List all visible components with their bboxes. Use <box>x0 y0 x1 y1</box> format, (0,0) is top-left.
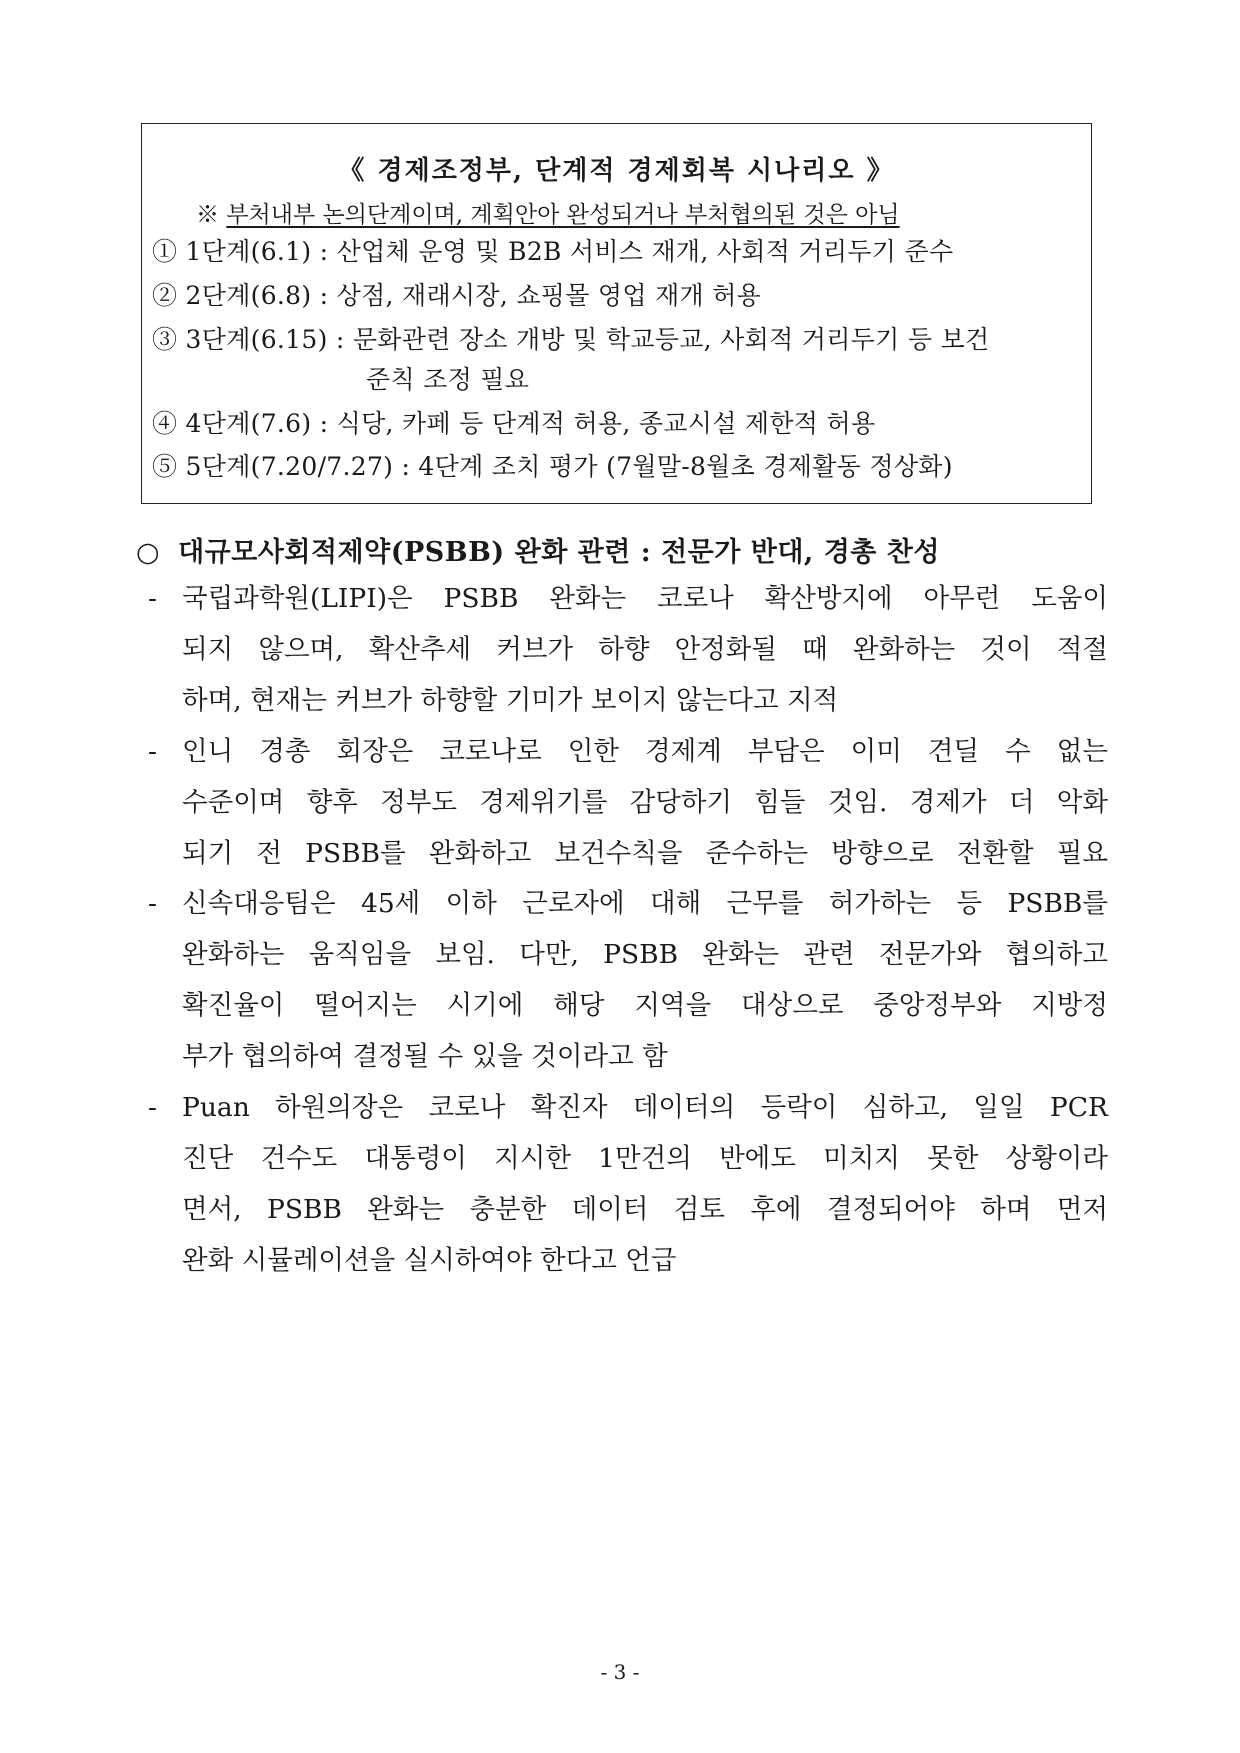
step-3: ③ 3단계(6.15) : 문화관련 장소 개방 및 학교등교, 사회적 거리두기 등 보건 <box>152 325 990 354</box>
bullet-line: 수준이며 향후 정부도 경제위기를 감당하기 힘들 것임. 경제가 더 악화 <box>182 787 1108 818</box>
bullet-item <box>148 1082 1108 1286</box>
bullet-line: 신속대응팀은 45세 이하 근로자에 대해 근무를 허가하는 등 PSBB를 <box>182 888 1108 919</box>
note-text: 부처내부 논의단계이며, 계획안아 완성되거나 부처협의된 것은 아님 <box>226 202 900 228</box>
bullet-item <box>148 573 1108 726</box>
step-2: ② 2단계(6.8) : 상점, 재래시장, 쇼핑몰 영업 재개 허용 <box>152 281 762 310</box>
bullet-line: 완화 시뮬레이션을 실시하여야 한다고 언급 <box>182 1245 677 1276</box>
bullet-line: 되지 않으며, 확산추세 커브가 하향 안정화될 때 완화하는 것이 적절 <box>182 634 1108 665</box>
bullet-line: 국립과학원(LIPI)은 PSBB 완화는 코로나 확산방지에 아무런 도움이 <box>182 583 1108 614</box>
bullet-item <box>148 726 1108 879</box>
bullet-line: 인니 경총 회장은 코로나로 인한 경제계 부담은 이미 견딜 수 없는 <box>182 736 1108 767</box>
bullet-line: 면서, PSBB 완화는 충분한 데이터 검토 후에 결정되어야 하며 먼저 <box>182 1194 1108 1225</box>
note-mark: ※ <box>196 202 227 228</box>
page-number: - 3 - <box>600 1660 640 1684</box>
section-title: 대규모사회적제약(PSBB) 완화 관련 : 전문가 반대, 경총 찬성 <box>178 537 940 568</box>
box-title: 《 경제조정부, 단계적 경제회복 시나리오 》 <box>338 156 895 186</box>
section-heading <box>136 530 940 569</box>
dash-icon: - <box>148 888 157 919</box>
dash-icon: - <box>148 1092 157 1123</box>
step-1: ① 1단계(6.1) : 산업체 운영 및 B2B 서비스 재개, 사회적 거리두기 준수 <box>152 237 954 266</box>
step-4: ④ 4단계(7.6) : 식당, 카페 등 단계적 허용, 종교시설 제한적 허용 <box>152 409 876 438</box>
step-3-continuation: 준칙 조정 필요 <box>366 365 530 394</box>
dash-icon: - <box>148 736 157 767</box>
bullet-item <box>148 878 1108 1082</box>
step-5: ⑤ 5단계(7.20/7.27) : 4단계 조치 평가 (7월말-8월초 경제활동 정상화) <box>152 452 953 481</box>
bullet-line: 확진율이 떨어지는 시기에 해당 지역을 대상으로 중앙정부와 지방정 <box>182 990 1108 1021</box>
bullet-line: 되기 전 PSBB를 완화하고 보건수칙을 준수하는 방향으로 전환할 필요 <box>182 838 1108 869</box>
bullet-line: Puan 하원의장은 코로나 확진자 데이터의 등락이 심하고, 일일 PCR <box>182 1092 1108 1123</box>
bullet-line: 진단 건수도 대통령이 지시한 1만건의 반에도 미치지 못한 상황이라 <box>182 1143 1108 1174</box>
bullet-line: 하며, 현재는 커브가 하향할 기미가 보이지 않는다고 지적 <box>182 685 839 716</box>
scenario-box <box>141 123 1092 504</box>
bullet-line: 완화하는 움직임을 보임. 다만, PSBB 완화는 관련 전문가와 협의하고 <box>182 939 1108 970</box>
circle-bullet-icon: ○ <box>136 537 161 568</box>
bullet-line: 부가 협의하여 결정될 수 있을 것이라고 함 <box>182 1041 668 1072</box>
dash-icon: - <box>148 583 157 614</box>
box-note <box>196 196 900 229</box>
